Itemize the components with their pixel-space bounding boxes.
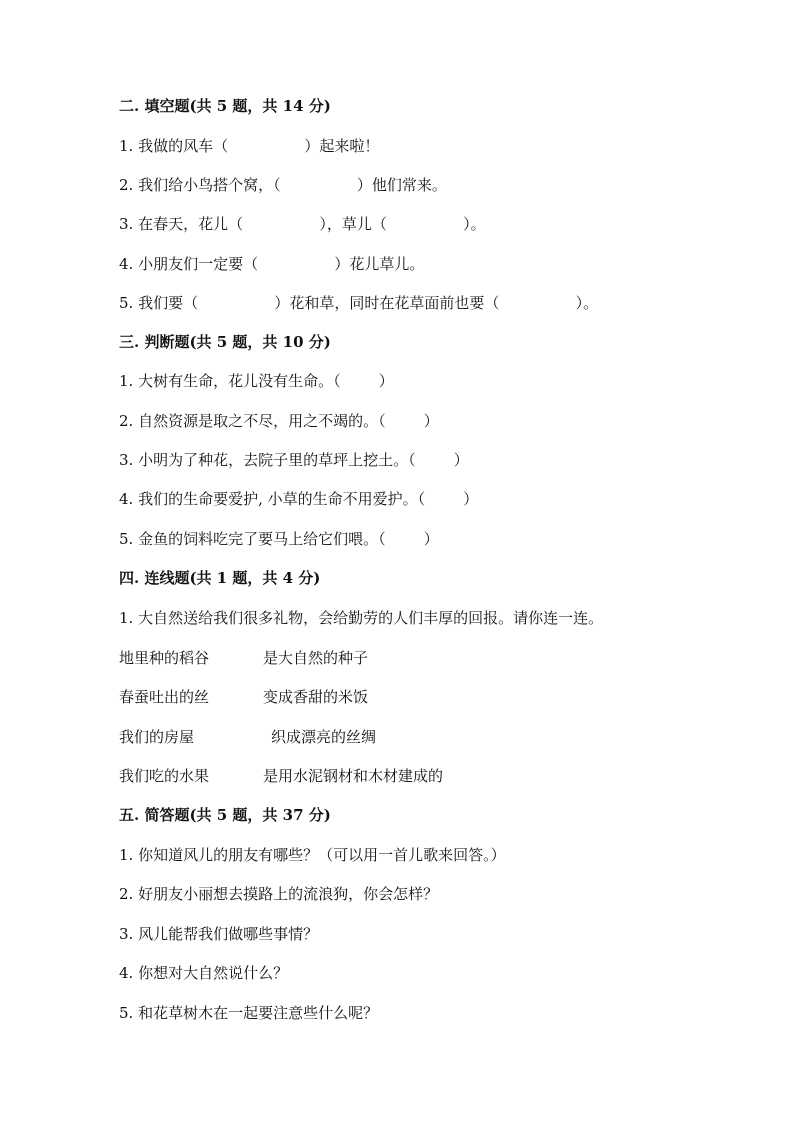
question-item: 1. 你知道风儿的朋友有哪些？（可以用一首儿歌来回答。） xyxy=(119,846,506,864)
matching-left-item: 我们的房屋 xyxy=(119,728,195,746)
matching-left-item: 春蚕吐出的丝 xyxy=(119,688,210,706)
question-item: 5. 和花草树木在一起要注意些什么呢？ xyxy=(119,1004,379,1022)
question-item: 2. 自然资源是取之不尽，用之不竭的。（ ） xyxy=(119,412,439,430)
question-item: 2. 我们给小鸟搭个窝，（ ）他们常来。 xyxy=(119,176,447,194)
matching-right-item: 织成漂亮的丝绸 xyxy=(271,728,377,746)
question-item: 1. 我做的风车（ ）起来啦！ xyxy=(119,137,380,155)
section-heading-matching: 四. 连线题(共 1 题，共 4 分) xyxy=(119,569,321,587)
question-item: 4. 小朋友们一定要（ ）花儿草儿。 xyxy=(119,255,425,273)
matching-left-item: 我们吃的水果 xyxy=(119,767,210,785)
question-item: 4. 你想对大自然说什么？ xyxy=(119,964,289,982)
matching-left-item: 地里种的稻谷 xyxy=(119,649,210,667)
question-item: 5. 金鱼的饲料吃完了要马上给它们喂。（ ） xyxy=(119,530,439,548)
section-heading-fill-blank: 二. 填空题(共 5 题，共 14 分) xyxy=(119,97,331,115)
question-item: 3. 风儿能帮我们做哪些事情？ xyxy=(119,925,319,943)
matching-prompt: 1. 大自然送给我们很多礼物，会给勤劳的人们丰厚的回报。请你连一连。 xyxy=(119,609,604,627)
section-heading-short-answer: 五. 简答题(共 5 题，共 37 分) xyxy=(119,806,331,824)
matching-right-item: 是大自然的种子 xyxy=(263,649,369,667)
matching-right-item: 是用水泥钢材和木材建成的 xyxy=(263,767,444,785)
question-item: 3. 在春天，花儿（ ），草儿（ ）。 xyxy=(119,215,486,233)
question-item: 4. 我们的生命要爱护, 小草的生命不用爱护。（ ） xyxy=(119,490,479,508)
question-item: 1. 大树有生命，花儿没有生命。（ ） xyxy=(119,372,394,390)
question-item: 2. 好朋友小丽想去摸路上的流浪狗，你会怎样？ xyxy=(119,885,439,903)
section-heading-true-false: 三. 判断题(共 5 题，共 10 分) xyxy=(119,333,331,351)
question-item: 5. 我们要（ ）花和草，同时在花草面前也要（ ）。 xyxy=(119,294,599,312)
question-item: 3. 小明为了种花，去院子里的草坪上挖土。（ ） xyxy=(119,451,469,469)
matching-right-item: 变成香甜的米饭 xyxy=(263,688,369,706)
